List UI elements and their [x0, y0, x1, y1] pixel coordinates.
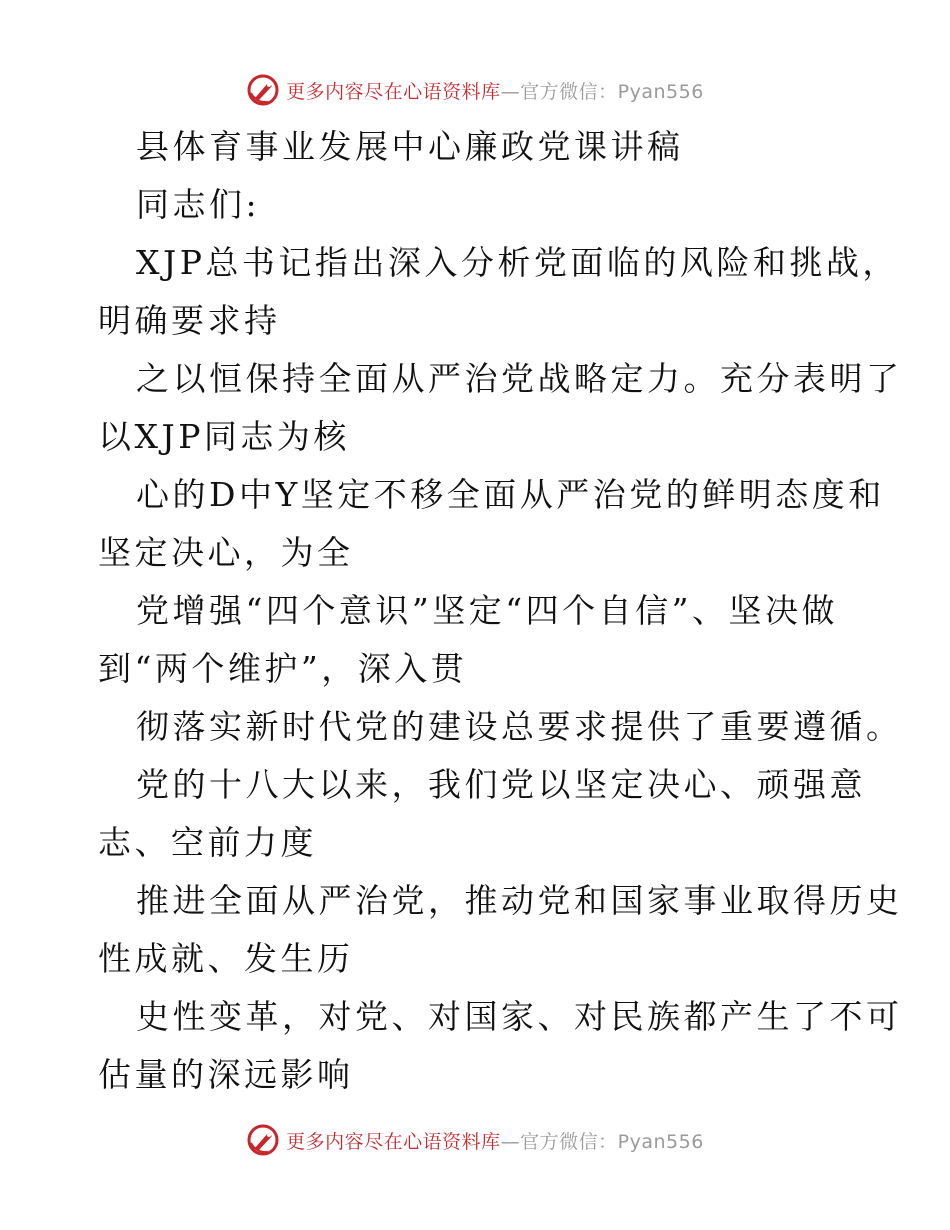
- header-banner-red: 更多内容尽在心语资料库: [286, 80, 501, 103]
- pen-nib-logo-icon: [246, 1123, 280, 1157]
- document-line: 明确要求持: [98, 301, 281, 340]
- document-line: 以XJP同志为核: [98, 417, 350, 456]
- document-line: 心的D中Y坚定不移全面从严治党的鲜明态度和: [136, 475, 885, 514]
- document-line: 性成就、发生历: [98, 939, 354, 978]
- header-banner: [0, 70, 950, 110]
- pen-nib-logo-icon: [246, 73, 280, 107]
- document-line: 党的十八大以来，我们党以坚定决心、顽强意: [136, 765, 866, 804]
- document-line: 县体育事业发展中心廉政党课讲稿: [136, 127, 684, 166]
- document-line: XJP总书记指出深入分析党面临的风险和挑战，: [136, 243, 899, 282]
- document-line: 党增强“四个意识”坚定“四个自信”、坚决做: [136, 591, 838, 630]
- document-line: 彻落实新时代党的建设总要求提供了重要遵循。: [136, 707, 903, 746]
- document-line: 到“两个维护”，深入贯: [98, 649, 468, 688]
- document-line: 志、空前力度: [98, 823, 317, 862]
- header-banner-gray: —官方微信：Pyan556: [500, 80, 704, 103]
- header-banner-text: [286, 77, 704, 104]
- document-body: [98, 118, 903, 1104]
- document-line: 坚定决心，为全: [98, 533, 354, 572]
- document-line: 同志们:: [136, 185, 261, 224]
- footer-banner-text: [286, 1127, 704, 1154]
- footer-banner-red: 更多内容尽在心语资料库: [286, 1130, 501, 1153]
- document-line: 之以恒保持全面从严治党战略定力。充分表明了: [136, 359, 903, 398]
- footer-banner-gray: —官方微信：Pyan556: [500, 1130, 704, 1153]
- document-line: 推进全面从严治党，推动党和国家事业取得历史: [136, 881, 903, 920]
- document-line: 史性变革，对党、对国家、对民族都产生了不可: [136, 997, 903, 1036]
- footer-banner: [0, 1120, 950, 1160]
- document-line: 估量的深远影响: [98, 1055, 354, 1094]
